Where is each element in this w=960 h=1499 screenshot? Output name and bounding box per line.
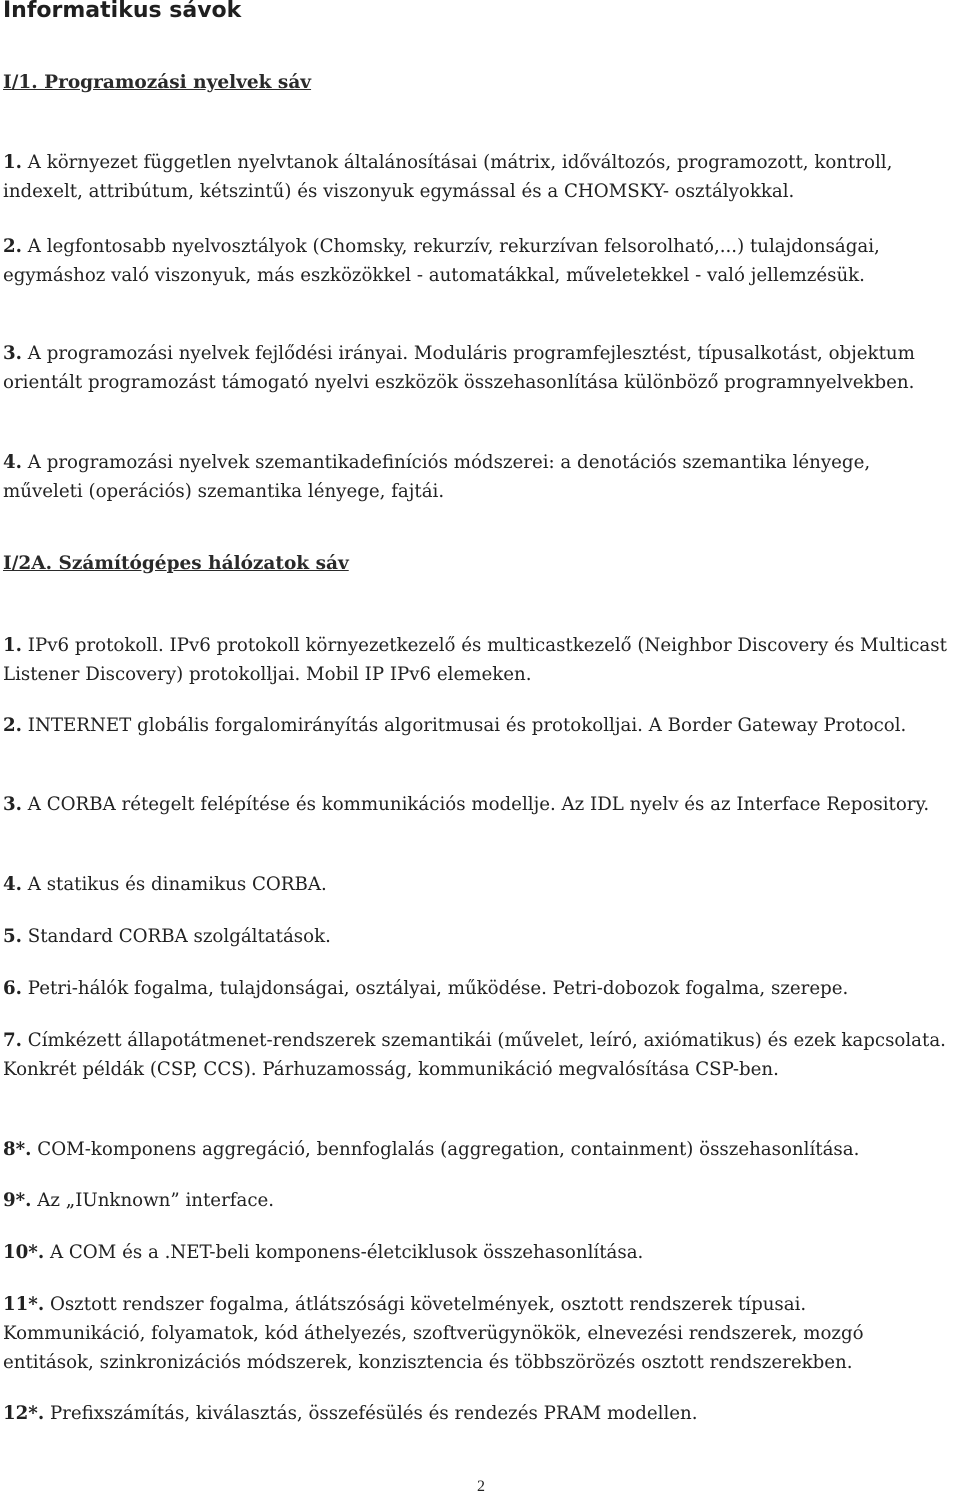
list-item bbox=[3, 790, 951, 819]
item-number: 4. bbox=[3, 874, 22, 895]
item-text: A programozási nyelvek fejlődési irányai. Moduláris programfejlesztést, típusalkotást, objektum orientált programozást támogató nyelvi eszközök összehasonlítása különböző programnyelvekben. bbox=[3, 343, 915, 393]
list-item bbox=[3, 339, 951, 397]
item-number: 3. bbox=[3, 343, 22, 364]
item-text: A CORBA rétegelt felépítése és kommunikációs modellje. Az IDL nyelv és az Interface Repository. bbox=[22, 794, 930, 815]
list-item bbox=[3, 870, 951, 899]
item-number: 2. bbox=[3, 236, 22, 257]
list-item bbox=[3, 922, 951, 951]
item-number: 10*. bbox=[3, 1242, 45, 1263]
section-heading-programming-languages: I/1. Programozási nyelvek sáv bbox=[3, 72, 312, 93]
list-item bbox=[3, 1135, 951, 1164]
list-item bbox=[3, 631, 951, 689]
item-text: INTERNET globális forgalomirányítás algoritmusai és protokolljai. A Border Gateway Protocol. bbox=[22, 715, 907, 736]
item-text: A COM és a .NET-beli komponens-életciklusok összehasonlítása. bbox=[44, 1242, 644, 1263]
item-number: 7. bbox=[3, 1030, 22, 1051]
list-item bbox=[3, 148, 951, 206]
item-number: 6. bbox=[3, 978, 22, 999]
item-text: A környezet független nyelvtanok általánosításai (mátrix, időváltozós, programozott, kontroll, indexelt, attribútum, kétszintű) és viszonyuk egymással és a CHOMSKY- osztályokkal. bbox=[3, 152, 893, 202]
item-text: Címkézett állapotátmenet-rendszerek szemantikái (művelet, leíró, axiómatikus) és ezek kapcsolata. Konkrét példák (CSP, CCS). Párhuzamosság, kommunikáció megvalósítása CSP-ben. bbox=[3, 1030, 946, 1080]
item-number: 8*. bbox=[3, 1139, 32, 1160]
item-number: 1. bbox=[3, 152, 22, 173]
item-number: 2. bbox=[3, 715, 22, 736]
item-number: 5. bbox=[3, 926, 22, 947]
list-item bbox=[3, 232, 951, 290]
item-number: 3. bbox=[3, 794, 22, 815]
item-text: Prefixszámítás, kiválasztás, összefésülés és rendezés PRAM modellen. bbox=[44, 1403, 698, 1424]
item-text: Petri-hálók fogalma, tulajdonságai, osztályai, működése. Petri-dobozok fogalma, szerepe. bbox=[22, 978, 849, 999]
list-item bbox=[3, 974, 951, 1003]
list-item bbox=[3, 1290, 951, 1377]
list-item bbox=[3, 1026, 951, 1084]
document-title: Informatikus sávok bbox=[3, 0, 242, 23]
list-item bbox=[3, 1238, 951, 1267]
item-number: 9*. bbox=[3, 1190, 32, 1211]
item-text: IPv6 protokoll. IPv6 protokoll környezetkezelő és multicastkezelő (Neighbor Discovery és Multicast Listener Discovery) protokolljai. Mobil IP IPv6 elemeken. bbox=[3, 635, 947, 685]
item-number: 1. bbox=[3, 635, 22, 656]
item-text: Az „IUnknown” interface. bbox=[31, 1190, 275, 1211]
item-text: Osztott rendszer fogalma, átlátszósági követelmények, osztott rendszerek típusai. Kommunikáció, folyamatok, kód áthelyezés, szoftverügynökök, elnevezési rendszerek, mozgó entitások, szinkronizációs módszerek, konzisztencia és többszörözés osztott rendszerekben. bbox=[3, 1294, 864, 1373]
list-item bbox=[3, 1186, 951, 1215]
item-text: A statikus és dinamikus CORBA. bbox=[22, 874, 327, 895]
item-number: 4. bbox=[3, 452, 22, 473]
item-text: A programozási nyelvek szemantikadefiníciós módszerei: a denotációs szemantika lényege, műveleti (operációs) szemantika lényege, fajtái. bbox=[3, 452, 871, 502]
item-text: COM-komponens aggregáció, bennfoglalás (aggregation, containment) összehasonlítása. bbox=[31, 1139, 860, 1160]
item-number: 11*. bbox=[3, 1294, 45, 1315]
list-item bbox=[3, 1399, 951, 1428]
section-heading-computer-networks: I/2A. Számítógépes hálózatok sáv bbox=[3, 553, 349, 574]
list-item bbox=[3, 448, 951, 506]
item-text: Standard CORBA szolgáltatások. bbox=[22, 926, 331, 947]
list-item bbox=[3, 711, 951, 740]
item-number: 12*. bbox=[3, 1403, 45, 1424]
item-text: A legfontosabb nyelvosztályok (Chomsky, rekurzív, rekurzívan felsorolható,...) tulajdonságai, egymáshoz való viszonyuk, más eszközökkel - automatákkal, műveletekkel - való jellemzésük. bbox=[3, 236, 880, 286]
page-number: 2 bbox=[477, 1478, 485, 1495]
